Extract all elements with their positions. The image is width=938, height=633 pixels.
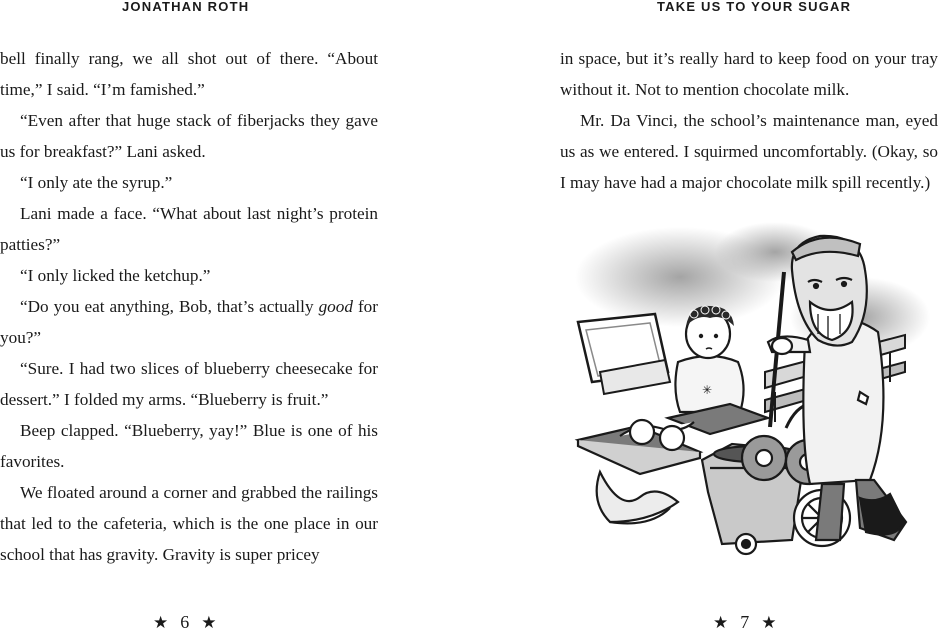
left-page-text (0, 43, 378, 570)
left-running-head: JONATHAN ROTH (122, 0, 250, 14)
illustration-maintenance-man (560, 222, 938, 560)
star-icon: ★ (153, 613, 169, 633)
star-icon: ★ (201, 613, 217, 633)
paragraph: “Even after that huge stack of fiberjacks they gave us for breakfast?” Lani asked. (0, 111, 378, 161)
star-icon: ★ (761, 613, 777, 633)
right-running-head: TAKE US TO YOUR SUGAR (657, 0, 852, 14)
paragraph-question (0, 291, 378, 353)
paragraph: in space, but it’s really hard to keep food on your tray without it. Not to mention chocolate milk. (560, 49, 938, 99)
page-number-value: 6 (180, 612, 190, 632)
right-page-text (560, 43, 938, 198)
paragraph: Lani made a face. “What about last night’s protein patties?” (0, 204, 378, 254)
svg-text:✳: ✳ (702, 383, 713, 397)
paragraph: “I only licked the ketchup.” (20, 266, 211, 285)
paragraph: “I only ate the syrup.” (20, 173, 173, 192)
paragraph: “Sure. I had two slices of blueberry cheesecake for dessert.” I folded my arms. “Blueberry is fruit.” (0, 359, 378, 409)
paragraph: Beep clapped. “Blueberry, yay!” Blue is one of his favorites. (0, 421, 378, 471)
left-page-number (153, 612, 217, 633)
question-text-end: for you?” (0, 297, 378, 347)
paragraph: Mr. Da Vinci, the school’s maintenance man, eyed us as we entered. I squirmed uncomfortably. (Okay, so I may have had a major chocolate milk spill recently.) (560, 111, 938, 192)
paragraph: bell finally rang, we all shot out of there. “About time,” I said. “I’m famished.” (0, 49, 378, 99)
emphasis-good: good (318, 297, 353, 316)
right-page-number (713, 612, 777, 633)
question-text-start: “Do you eat anything, Bob, that’s actually (20, 297, 319, 316)
star-icon: ★ (713, 613, 729, 633)
page-number-value: 7 (740, 612, 750, 632)
illustration-drawing (560, 222, 938, 560)
paragraph: We floated around a corner and grabbed the railings that led to the cafeteria, which is the one place in our school that has gravity. Gravity is super pricey (0, 483, 378, 564)
